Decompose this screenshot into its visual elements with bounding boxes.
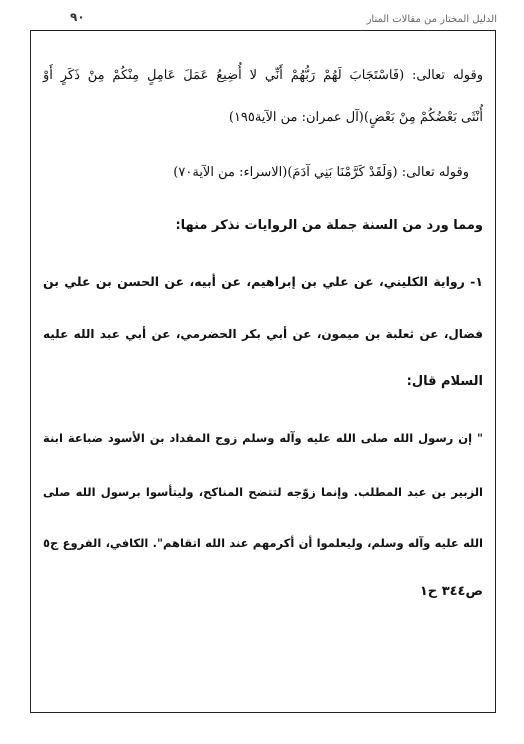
page-header	[30, 8, 497, 30]
text-line: السلام قال:	[406, 374, 483, 389]
running-title: الدليل المختار من مقالات المنار	[366, 14, 497, 25]
text-line: أُنْثَى بَعْضُكُمْ مِنْ بَعْضٍ)(آل عمران: من الآية١٩٥)	[228, 110, 483, 125]
page-number: ٩٠	[70, 10, 85, 24]
text-line: " إن رسول الله صلى الله عليه وآله وسلم زوج المقداد بن الأسود ضباعة ابنة	[43, 431, 483, 445]
text-line: الزبير بن عبد المطلب. وإنما زوّجه لتتضح المناكح، وليتأسوا برسول الله صلى	[43, 485, 483, 499]
text-line: وقوله تعالى: (وَلَقَدْ كَرَّمْنَا بَنِي آدَمَ)(الاسراء: من الآية٧٠)	[173, 165, 469, 180]
text-line: الله عليه وآله وسلم، وليعلموا أن أكرمهم عند الله اتقاهم". الكافي، الفروع ج٥	[43, 536, 483, 550]
page-frame	[30, 30, 496, 713]
text-line: ومما ورد من السنة جملة من الروايات نذكر منها:	[175, 218, 483, 233]
text-line: ١- رواية الكليني، عن علي بن إبراهيم، عن أبيه، عن الحسن بن علي بن	[43, 274, 483, 289]
text-line: ص٣٤٤ ح١	[419, 584, 483, 599]
text-line: وقوله تعالى: (فَاسْتَجَابَ لَهُمْ رَبُّهُمْ أَنِّي لا أُضِيعُ عَمَلَ عَامِلٍ مِنْكُمْ مِنْ ذَكَرٍ أَوْ	[43, 68, 483, 83]
body-text	[31, 31, 495, 712]
text-line: فضال، عن ثعلبة بن ميمون، عن أبي بكر الحضرمي، عن أبي عبد الله عليه	[43, 327, 483, 341]
